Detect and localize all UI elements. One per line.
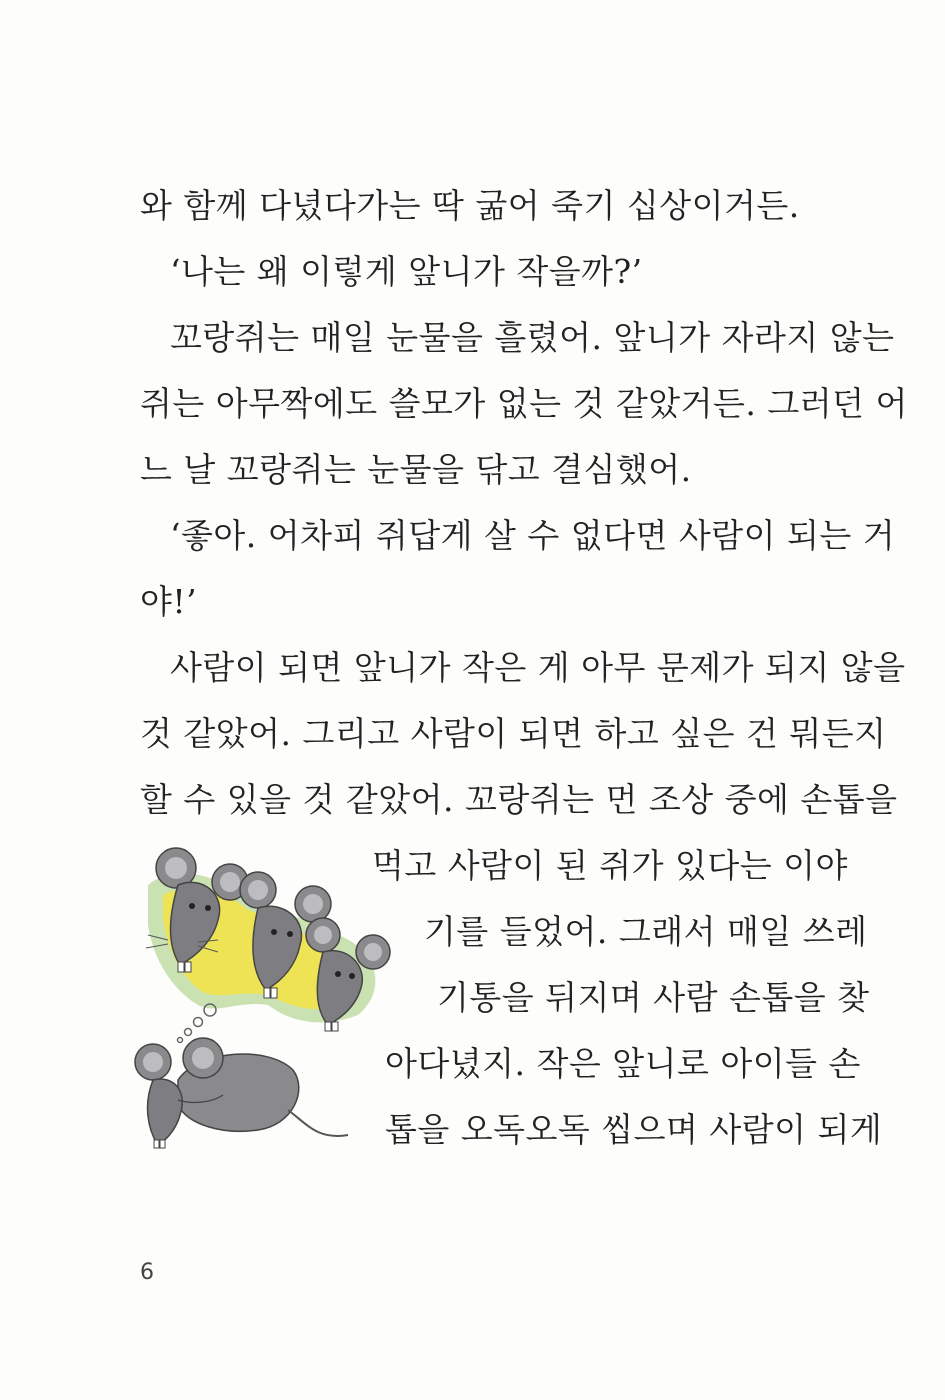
text-line-12: 기를 들었어. 그래서 매일 쓰레 xyxy=(424,912,868,951)
sad-mouse xyxy=(135,1038,348,1148)
thought-bubbles xyxy=(178,1004,217,1043)
text-line-10: 할 수 있을 것 같았어. 꼬랑쥐는 먼 조상 중에 손톱을 xyxy=(140,780,898,819)
text-line-1: 와 함께 다녔다가는 딱 굶어 죽기 십상이거든. xyxy=(140,186,800,225)
text-line-3: 꼬랑쥐는 매일 눈물을 흘렸어. 앞니가 자라지 않는 xyxy=(170,318,895,357)
text-line-9: 것 같았어. 그리고 사람이 되면 하고 싶은 건 뭐든지 xyxy=(140,714,887,753)
text-line-8: 사람이 되면 앞니가 작은 게 아무 문제가 되지 않을 xyxy=(170,648,906,687)
text-line-2: ‘나는 왜 이렇게 앞니가 작을까?’ xyxy=(170,252,643,291)
text-line-4: 쥐는 아무짝에도 쓸모가 없는 것 같았거든. 그러던 어 xyxy=(140,384,908,423)
text-line-7: 야!’ xyxy=(140,582,198,621)
text-line-11: 먹고 사람이 된 쥐가 있다는 이야 xyxy=(372,846,848,885)
text-line-5: 느 날 꼬랑쥐는 눈물을 닦고 결심했어. xyxy=(140,450,692,489)
text-line-14: 아다녔지. 작은 앞니로 아이들 손 xyxy=(385,1044,861,1083)
text-line-13: 기통을 뒤지며 사람 손톱을 찾 xyxy=(437,978,870,1017)
text-line-15: 톱을 오독오독 씹으며 사람이 되게 xyxy=(385,1110,883,1149)
text-line-6: ‘좋아. 어차피 쥐답게 살 수 없다면 사람이 되는 거 xyxy=(170,516,896,555)
mice-illustration xyxy=(118,840,418,1160)
page-number: 6 xyxy=(140,1260,154,1285)
